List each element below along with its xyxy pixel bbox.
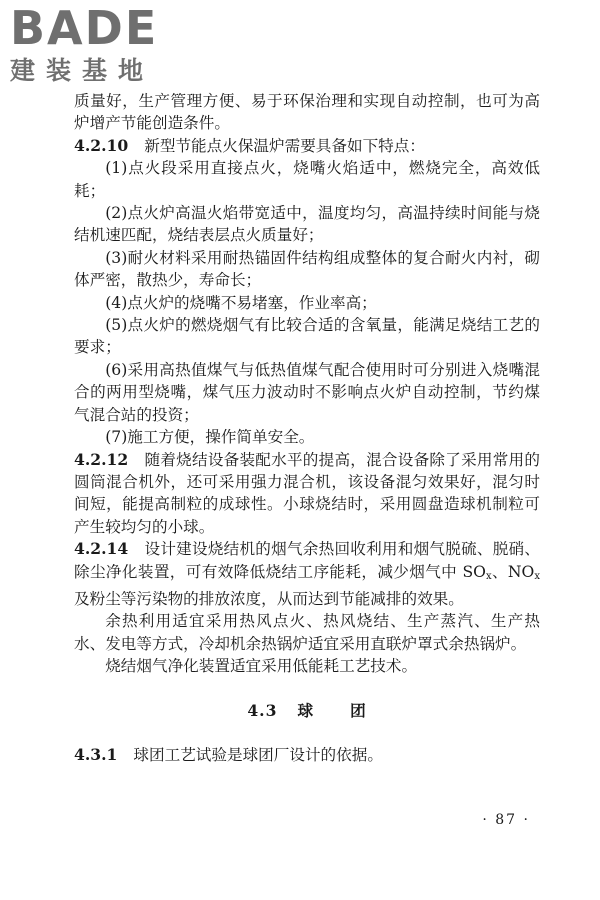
clause-4-2-12 [74, 449, 540, 539]
clause-text-a: 设计建设烧结机的烟气余热回收利用和烟气脱硫、脱硝、除尘净化装置，可有效降低烧结工序能耗，减少烟气中 SO [74, 540, 540, 581]
paragraph-gas-cleaning: 烧结烟气净化装置适宜采用低能耗工艺技术。 [105, 657, 418, 676]
logo-wordmark: BADE [10, 1, 159, 55]
clause-4-2-14 [74, 538, 540, 610]
section-title-char: 球 [297, 700, 315, 720]
list-item-5: (5)点火炉的燃烧烟气有比较合适的含氧量，能满足烧结工艺的要求； [74, 316, 540, 357]
clause-text: 随着烧结设备装配水平的提高，混合设备除了采用常用的圆筒混合机外，还可采用强力混合机，该设备混匀效果好，混匀时间短，能提高制粒的成球性。小球烧结时，采用圆盘造球机制粒可产生较均匀的小球。 [74, 450, 540, 536]
clause-4-2-10 [74, 135, 540, 157]
clause-number: 4.2.14 [74, 539, 129, 559]
list-item-4: (4)点火炉的烧嘴不易堵塞，作业率高； [105, 293, 377, 312]
clause-number: 4.3.1 [74, 744, 118, 764]
paragraph-intro-continuation: 质量好，生产管理方便、易于环保治理和实现自动控制，也可为高炉增产节能创造条件。 [74, 92, 540, 133]
list-item-2: (2)点火炉高温火焰带宽适中，温度均匀，高温持续时间能与烧结机速匹配，烧结表层点火质量好； [74, 204, 540, 245]
section-number: 4.3 [247, 700, 278, 720]
clause-4-3-1 [74, 744, 540, 766]
clause-number: 4.2.12 [74, 449, 129, 469]
list-item-1: (1)点火段采用直接点火，烧嘴火焰适中，燃烧完全，高效低耗； [74, 159, 540, 200]
subscript-x: x [485, 570, 492, 582]
clause-text: 新型节能点火保温炉需要具备如下特点： [144, 136, 425, 155]
logo-subtitle: 建装基地 [10, 56, 155, 85]
subscript-x: x [534, 570, 540, 582]
clause-text-sep: 、NO [491, 562, 535, 581]
paragraph-heat-recovery: 余热利用适宜采用热风点火、热风烧结、生产蒸汽、生产热水、发电等方式，冷却机余热锅炉适宜采用直联炉罩式余热锅炉。 [74, 612, 540, 653]
page-body [74, 90, 540, 766]
list-item-6: (6)采用高热值煤气与低热值煤气配合使用时可分别进入烧嘴混合的两用型烧嘴，煤气压力波动时不影响点火炉自动控制，节约煤气混合站的投资； [74, 360, 540, 424]
section-title-char: 团 [350, 700, 367, 720]
clause-text: 球团工艺试验是球团厂设计的依据。 [133, 745, 383, 764]
list-item-7: (7)施工方便，操作简单安全。 [105, 428, 315, 447]
page-number: · 87 · [482, 812, 530, 828]
list-item-3: (3)耐火材料采用耐热锚固件结构组成整体的复合耐火内衬，砌体严密，散热少，寿命长； [74, 248, 540, 290]
section-heading [74, 700, 540, 722]
clause-text-b: 及粉尘等污染物的排放浓度，从而达到节能减排的效果。 [74, 589, 464, 608]
clause-number: 4.2.10 [74, 135, 129, 155]
bade-logo [10, 1, 180, 90]
